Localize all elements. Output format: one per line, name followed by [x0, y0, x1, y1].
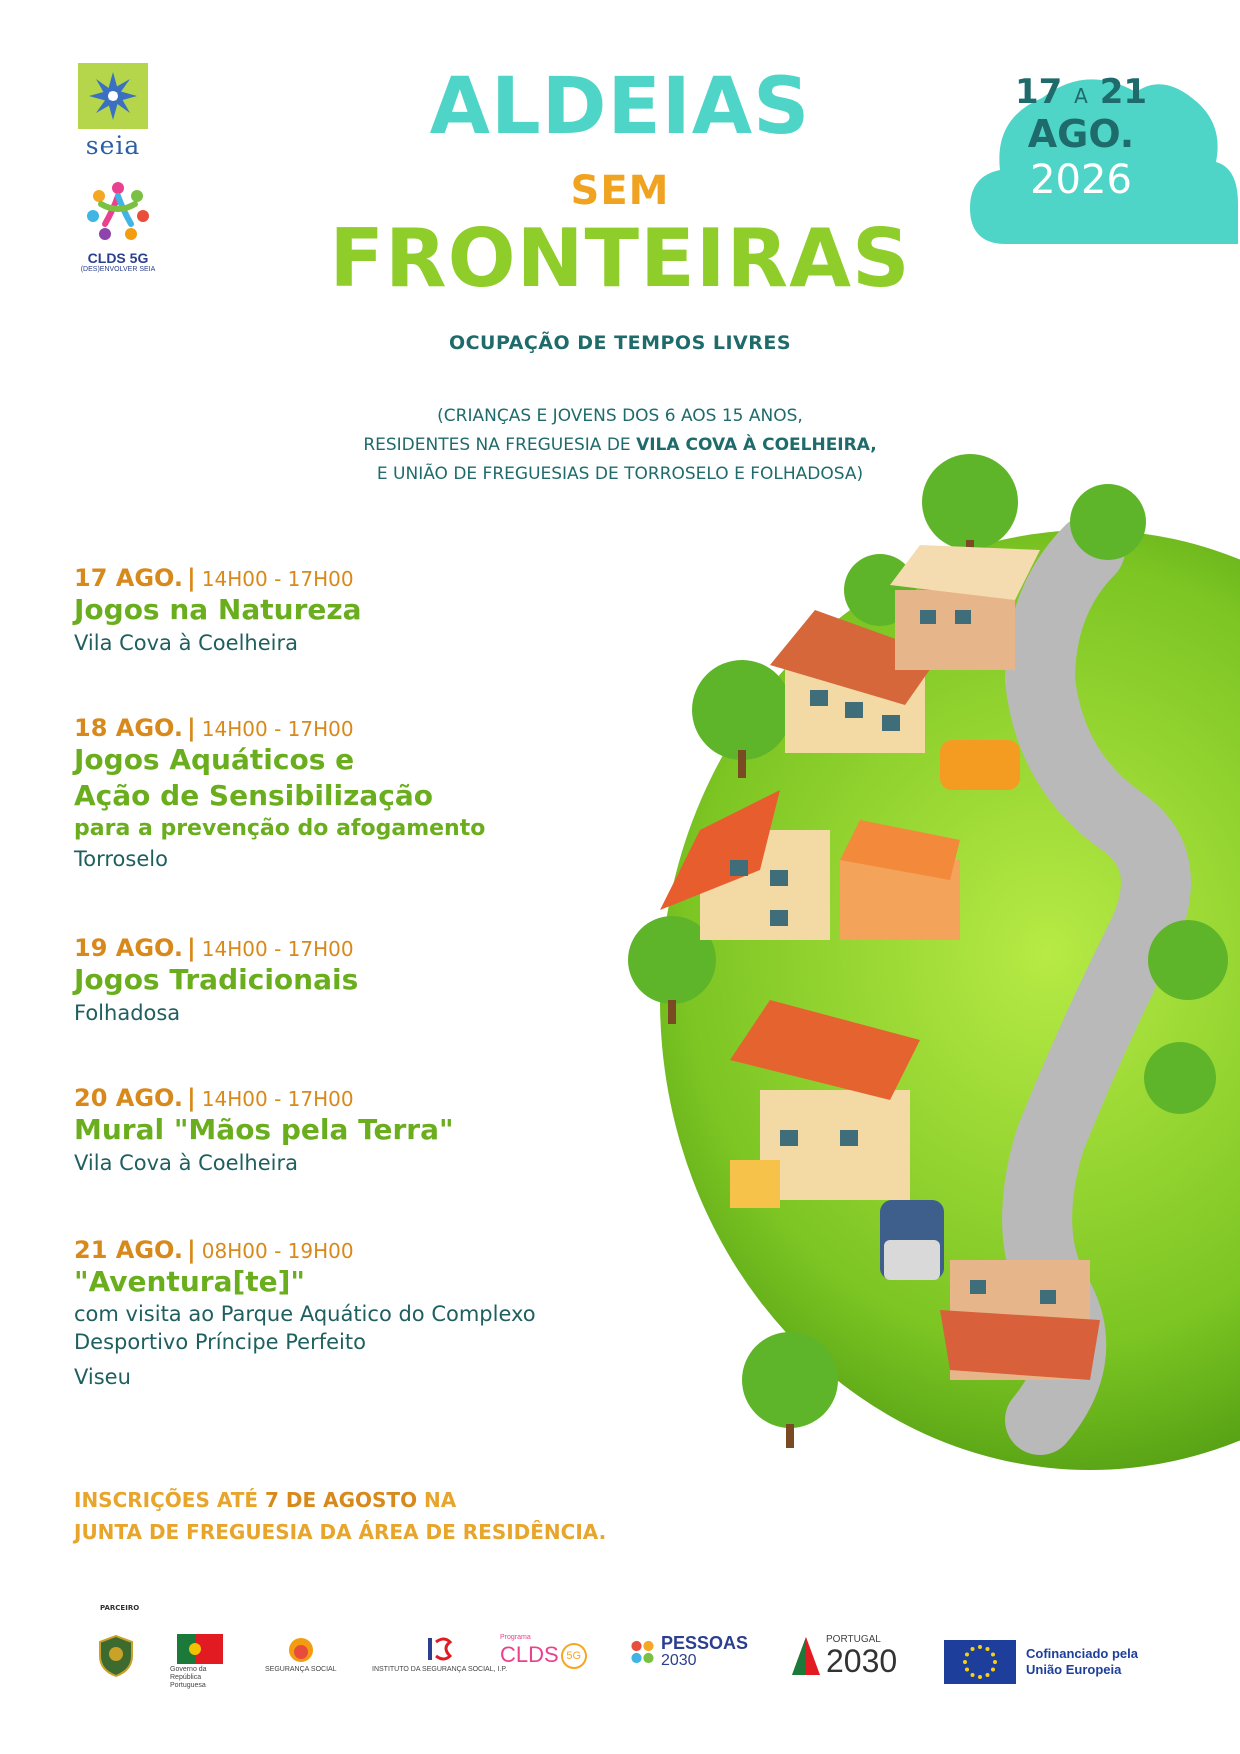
event-2	[74, 714, 714, 874]
pessoas-icon	[628, 1635, 657, 1669]
eu-line-1: Cofinanciado pela	[1026, 1646, 1138, 1661]
programa-clds-word	[500, 1642, 600, 1669]
programa-clds-logo	[500, 1634, 600, 1669]
seguranca-social-logo	[265, 1634, 337, 1674]
event-date: 19 AGO.	[74, 934, 184, 962]
signup-deadline: 7 DE AGOSTO	[265, 1488, 418, 1512]
signup-text-end: NA	[417, 1488, 457, 1512]
eu-cofinanced-logo	[944, 1640, 1144, 1684]
event-title-line-1: Jogos Aquáticos e	[74, 743, 355, 776]
date-year: 2026	[1030, 157, 1132, 203]
separator: |	[187, 1236, 196, 1264]
portugal-2030-logo	[790, 1634, 910, 1677]
title-fronteiras: FRONTEIRAS	[329, 212, 911, 305]
iss-caption: INSTITUTO DA SEGURANÇA SOCIAL, I.P.	[372, 1666, 508, 1673]
clds-subtitle: (DES)ENVOLVER SEIA	[80, 266, 156, 273]
event-header	[74, 564, 714, 592]
separator: |	[187, 714, 196, 742]
event-time: 14H00 - 17H00	[201, 717, 354, 741]
eu-flag-icon	[944, 1640, 1016, 1684]
event-date: 17 AGO.	[74, 564, 184, 592]
target-line-2-bold: VILA COVA À COELHEIRA,	[636, 435, 877, 455]
portugal-row	[790, 1634, 910, 1677]
event-title: Jogos Tradicionais	[74, 963, 359, 996]
event-time: 08H00 - 19H00	[201, 1239, 354, 1263]
event-date: 21 AGO.	[74, 1236, 184, 1264]
event-date: 20 AGO.	[74, 1084, 184, 1112]
signup-info	[74, 1484, 774, 1548]
event-title: "Aventura[te]"	[74, 1265, 306, 1298]
event-4	[74, 1084, 714, 1178]
target-line-2-text: RESIDENTES NA FREGUESIA DE	[363, 435, 637, 455]
portugal-year: 2030	[826, 1643, 898, 1679]
event-5	[74, 1236, 714, 1392]
event-place: Torroselo	[74, 847, 168, 871]
event-time: 14H00 - 17H00	[201, 567, 354, 591]
title-sem: SEM	[570, 168, 670, 214]
event-time: 14H00 - 17H00	[201, 937, 354, 961]
clds-word: CLDS	[500, 1642, 559, 1667]
iss-logo	[372, 1634, 507, 1674]
governo-logo	[170, 1634, 230, 1690]
date-start: 17	[1014, 72, 1063, 112]
event-time: 14H00 - 17H00	[201, 1087, 354, 1111]
event-title: Mural "Mãos pela Terra"	[74, 1113, 454, 1146]
event-subtitle: para a prevenção do afogamento	[74, 816, 486, 841]
event-title-line-2: Ação de Sensibilização	[74, 779, 434, 812]
event-header	[74, 934, 714, 962]
event-place: Vila Cova à Coelheira	[74, 1151, 298, 1175]
event-header	[74, 1236, 714, 1264]
separator: |	[187, 564, 196, 592]
date-connector: A	[1074, 84, 1088, 108]
partner-crest-logo	[98, 1634, 134, 1680]
pessoas-year: 2030	[660, 1652, 697, 1669]
date-month: AGO.	[1027, 112, 1135, 156]
pessoas-text	[661, 1634, 748, 1670]
event-desc-line-2: Desportivo Príncipe Perfeito	[74, 1330, 366, 1354]
pessoas-2030-logo	[628, 1634, 748, 1670]
clds-5g-badge: 5G	[561, 1643, 587, 1669]
crest-icon	[98, 1634, 134, 1678]
event-1	[74, 564, 714, 658]
target-line-3: E UNIÃO DE FREGUESIAS DE TORROSELO E FOLHADOSA)	[376, 464, 864, 484]
event-header	[74, 714, 714, 742]
event-place: Vila Cova à Coelheira	[74, 631, 298, 655]
iss-icon	[420, 1634, 460, 1664]
separator: |	[187, 1084, 196, 1112]
event-title: Jogos na Natureza	[74, 593, 362, 626]
portugal-2030-icon	[790, 1635, 822, 1677]
target-line-1: (CRIANÇAS E JOVENS DOS 6 AOS 15 ANOS,	[437, 406, 803, 426]
clds-title: CLDS 5G	[87, 250, 149, 266]
pessoas-row	[628, 1634, 748, 1670]
event-desc-line-1: com visita ao Parque Aquático do Complexo	[74, 1302, 536, 1326]
pessoas-word: PESSOAS	[660, 1633, 748, 1653]
date-end: 21	[1099, 72, 1148, 112]
governo-caption: Governo da República Portuguesa	[170, 1666, 207, 1689]
event-3	[74, 934, 714, 1028]
date-range	[966, 72, 1196, 112]
signup-text: INSCRIÇÕES ATÉ	[74, 1488, 266, 1512]
seia-wordmark: seia	[85, 131, 141, 160]
title-aldeias: ALDEIAS	[429, 62, 811, 152]
signup-line-2: JUNTA DE FREGUESIA DA ÁREA DE RESIDÊNCIA.	[74, 1520, 607, 1544]
seguranca-social-icon	[281, 1634, 321, 1664]
event-date: 18 AGO.	[74, 714, 184, 742]
event-place: Folhadosa	[74, 1001, 181, 1025]
subtitle: OCUPAÇÃO DE TEMPOS LIVRES	[448, 332, 792, 354]
separator: |	[187, 934, 196, 962]
programa-label: Programa	[500, 1634, 531, 1641]
signup-line-1	[74, 1484, 774, 1516]
date-badge	[966, 72, 1196, 204]
event-header	[74, 1084, 714, 1112]
portugal-flag-icon	[177, 1634, 223, 1664]
portugal-text	[826, 1634, 897, 1677]
eu-text	[1026, 1646, 1138, 1678]
event-place: Viseu	[74, 1365, 131, 1389]
portugal-word: PORTUGAL	[826, 1634, 881, 1645]
seguranca-caption: SEGURANÇA SOCIAL	[265, 1666, 337, 1673]
eu-line-2: União Europeia	[1026, 1662, 1122, 1677]
partner-label: PARCEIRO	[100, 1604, 140, 1612]
